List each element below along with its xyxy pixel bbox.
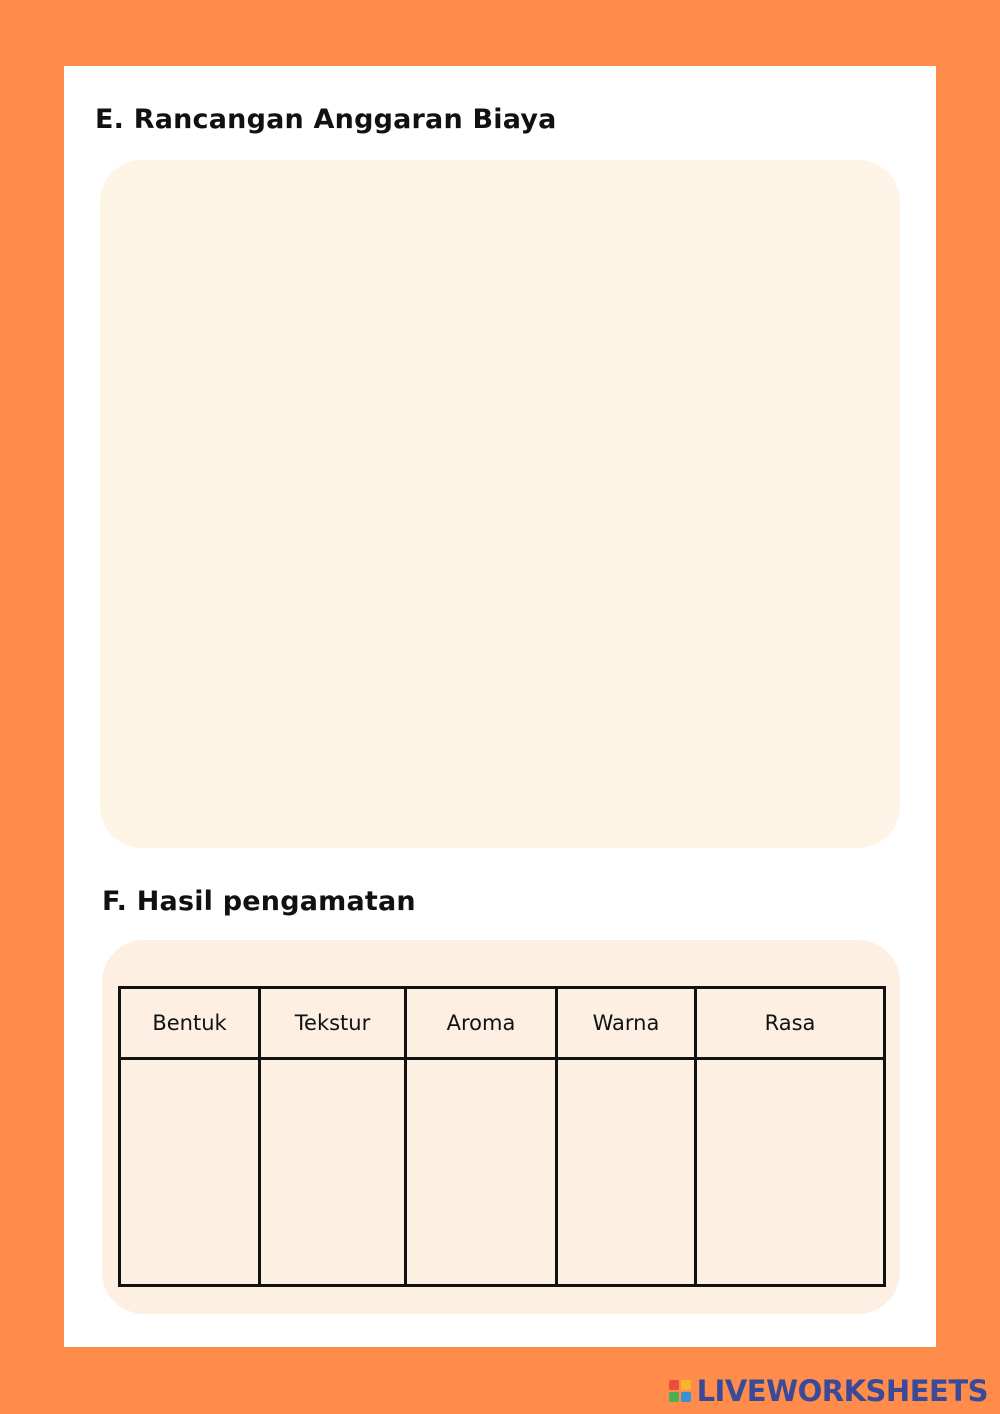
cell-tekstur-input[interactable] xyxy=(260,1059,406,1286)
header-bentuk: Bentuk xyxy=(120,988,260,1059)
logo-square-blue xyxy=(681,1392,691,1402)
section-f-title: F. Hasil pengamatan xyxy=(102,886,416,917)
section-e-title: E. Rancangan Anggaran Biaya xyxy=(95,104,557,135)
header-aroma: Aroma xyxy=(406,988,557,1059)
cell-warna-input[interactable] xyxy=(557,1059,696,1286)
cell-aroma-input[interactable] xyxy=(406,1059,557,1286)
header-rasa: Rasa xyxy=(696,988,885,1059)
liveworksheets-logo-icon xyxy=(669,1380,691,1402)
cell-rasa-input[interactable] xyxy=(696,1059,885,1286)
logo-square-red xyxy=(669,1380,679,1390)
logo-square-yellow xyxy=(681,1380,691,1390)
budget-answer-box[interactable] xyxy=(100,160,900,848)
logo-square-green xyxy=(669,1392,679,1402)
header-tekstur: Tekstur xyxy=(260,988,406,1059)
liveworksheets-logo xyxy=(669,1374,988,1408)
observation-table xyxy=(118,986,886,1287)
logo-text: LIVEWORKSHEETS xyxy=(696,1374,988,1408)
table-row xyxy=(120,1059,885,1286)
worksheet-page xyxy=(64,66,936,1347)
header-warna: Warna xyxy=(557,988,696,1059)
cell-bentuk-input[interactable] xyxy=(120,1059,260,1286)
observation-panel xyxy=(102,940,900,1314)
table-header-row xyxy=(120,988,885,1059)
